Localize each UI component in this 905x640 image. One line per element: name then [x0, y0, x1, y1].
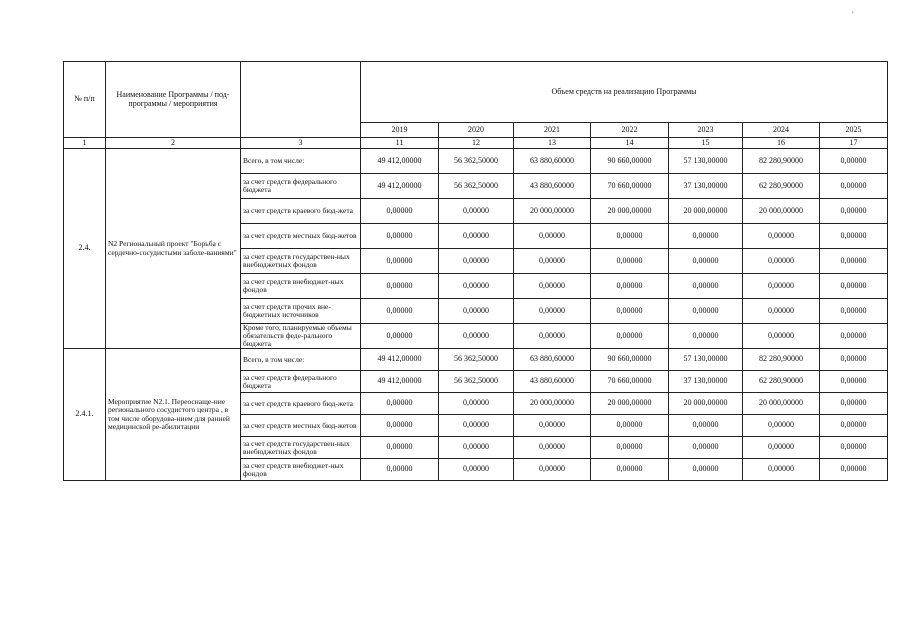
- year-2021: 2021: [514, 123, 591, 138]
- amount-cell: 49 412,00000: [361, 349, 439, 371]
- amount-cell: 49 412,00000: [361, 149, 439, 174]
- amount-cell: 20 000,00000: [514, 393, 591, 415]
- column-number: 13: [514, 138, 591, 149]
- funding-source: за счет средств краевого бюд-жета: [241, 199, 361, 224]
- amount-cell: 20 000,00000: [591, 199, 669, 224]
- amount-cell: 43 880,60000: [514, 174, 591, 199]
- amount-cell: 62 280,90000: [743, 371, 820, 393]
- amount-cell: 0,00000: [361, 224, 439, 249]
- amount-cell: 56 362,50000: [439, 174, 514, 199]
- program-name: N2 Региональный проект "Борьба с сердечно-сосудистыми заболе-ваниями": [106, 149, 241, 349]
- column-number: 1: [64, 138, 106, 149]
- funding-source: за счет средств местных бюд-жетов: [241, 415, 361, 437]
- amount-cell: 0,00000: [743, 224, 820, 249]
- amount-cell: 56 362,50000: [439, 371, 514, 393]
- amount-cell: 0,00000: [361, 393, 439, 415]
- amount-cell: 70 660,00000: [591, 371, 669, 393]
- funding-source: за счет средств государствен-ных внебюджетных фондов: [241, 249, 361, 274]
- funding-source: за счет средств внебюджет-ных фондов: [241, 274, 361, 299]
- amount-cell: 56 362,50000: [439, 149, 514, 174]
- amount-cell: 0,00000: [591, 224, 669, 249]
- amount-cell: 0,00000: [820, 149, 888, 174]
- amount-cell: 62 280,90000: [743, 174, 820, 199]
- amount-cell: 0,00000: [361, 274, 439, 299]
- amount-cell: 0,00000: [439, 324, 514, 349]
- year-2023: 2023: [669, 123, 743, 138]
- amount-cell: 20 000,00000: [743, 199, 820, 224]
- column-number: 3: [241, 138, 361, 149]
- page-mark: ': [852, 10, 854, 19]
- header-blank: [241, 62, 361, 138]
- amount-cell: 0,00000: [820, 324, 888, 349]
- amount-cell: 0,00000: [743, 415, 820, 437]
- header-name: Наименование Программы / под-программы / мероприятия: [106, 62, 241, 138]
- amount-cell: 0,00000: [669, 324, 743, 349]
- amount-cell: 43 880,60000: [514, 371, 591, 393]
- column-number: 17: [820, 138, 888, 149]
- amount-cell: 0,00000: [820, 349, 888, 371]
- column-number: 2: [106, 138, 241, 149]
- header-num: № п/п: [64, 62, 106, 138]
- amount-cell: 0,00000: [439, 199, 514, 224]
- amount-cell: 90 660,00000: [591, 149, 669, 174]
- amount-cell: 20 000,00000: [669, 199, 743, 224]
- amount-cell: 0,00000: [591, 324, 669, 349]
- amount-cell: 0,00000: [743, 249, 820, 274]
- amount-cell: 0,00000: [361, 459, 439, 481]
- amount-cell: 0,00000: [361, 324, 439, 349]
- row-number: 2.4.1.: [64, 349, 106, 481]
- amount-cell: 0,00000: [669, 274, 743, 299]
- funding-source: за счет средств прочих вне-бюджетных источников: [241, 299, 361, 324]
- amount-cell: 0,00000: [820, 224, 888, 249]
- amount-cell: 70 660,00000: [591, 174, 669, 199]
- amount-cell: 0,00000: [743, 437, 820, 459]
- funding-source: Всего, в том числе:: [241, 149, 361, 174]
- amount-cell: 0,00000: [514, 299, 591, 324]
- year-2024: 2024: [743, 123, 820, 138]
- amount-cell: 0,00000: [439, 274, 514, 299]
- amount-cell: 0,00000: [514, 249, 591, 274]
- funding-source: Всего, в том числе:: [241, 349, 361, 371]
- amount-cell: 20 000,00000: [743, 393, 820, 415]
- amount-cell: 57 130,00000: [669, 149, 743, 174]
- amount-cell: 0,00000: [669, 249, 743, 274]
- amount-cell: 0,00000: [361, 415, 439, 437]
- amount-cell: 0,00000: [820, 459, 888, 481]
- amount-cell: 0,00000: [361, 299, 439, 324]
- amount-cell: 63 880,60000: [514, 349, 591, 371]
- amount-cell: 0,00000: [669, 299, 743, 324]
- amount-cell: 0,00000: [820, 371, 888, 393]
- year-2019: 2019: [361, 123, 439, 138]
- amount-cell: 0,00000: [743, 299, 820, 324]
- amount-cell: 0,00000: [361, 437, 439, 459]
- amount-cell: 37 130,00000: [669, 371, 743, 393]
- amount-cell: 0,00000: [820, 299, 888, 324]
- amount-cell: 63 880,60000: [514, 149, 591, 174]
- amount-cell: 0,00000: [439, 249, 514, 274]
- amount-cell: 0,00000: [743, 274, 820, 299]
- amount-cell: 20 000,00000: [514, 199, 591, 224]
- amount-cell: 37 130,00000: [669, 174, 743, 199]
- amount-cell: 0,00000: [820, 249, 888, 274]
- amount-cell: 56 362,50000: [439, 349, 514, 371]
- amount-cell: 49 412,00000: [361, 371, 439, 393]
- year-2022: 2022: [591, 123, 669, 138]
- amount-cell: 0,00000: [514, 274, 591, 299]
- funding-source: за счет средств краевого бюд-жета: [241, 393, 361, 415]
- amount-cell: 0,00000: [361, 249, 439, 274]
- funding-source: Кроме того, планируемые объемы обязательств феде-рального бюджета: [241, 324, 361, 349]
- column-number: 12: [439, 138, 514, 149]
- amount-cell: 0,00000: [669, 459, 743, 481]
- amount-cell: 0,00000: [439, 224, 514, 249]
- amount-cell: 0,00000: [439, 415, 514, 437]
- amount-cell: 0,00000: [820, 174, 888, 199]
- amount-cell: 0,00000: [591, 415, 669, 437]
- amount-cell: 82 280,90000: [743, 349, 820, 371]
- amount-cell: 0,00000: [743, 459, 820, 481]
- row-number: 2.4.: [64, 149, 106, 349]
- amount-cell: 57 130,00000: [669, 349, 743, 371]
- amount-cell: 0,00000: [820, 199, 888, 224]
- amount-cell: 0,00000: [669, 437, 743, 459]
- funding-source: за счет средств местных бюд-жетов: [241, 224, 361, 249]
- amount-cell: 0,00000: [669, 224, 743, 249]
- amount-cell: 0,00000: [514, 459, 591, 481]
- amount-cell: 90 660,00000: [591, 349, 669, 371]
- program-name: Мероприятие N2.1. Переоснаще-ние регионального сосудистого центра , в том числе оборудова-нием для ранней медицинской ре-абилитации: [106, 349, 241, 481]
- column-number: 16: [743, 138, 820, 149]
- amount-cell: 0,00000: [591, 437, 669, 459]
- header-row: [64, 62, 888, 123]
- amount-cell: 0,00000: [439, 437, 514, 459]
- amount-cell: 0,00000: [591, 299, 669, 324]
- amount-cell: 20 000,00000: [591, 393, 669, 415]
- funding-source: за счет средств государствен-ных внебюджетных фондов: [241, 437, 361, 459]
- funding-source: за счет средств федерального бюджета: [241, 174, 361, 199]
- header-volume: Объем средств на реализацию Программы: [361, 62, 888, 123]
- table-row: [64, 349, 888, 371]
- amount-cell: 0,00000: [669, 415, 743, 437]
- funding-source: за счет средств внебюджет-ных фондов: [241, 459, 361, 481]
- amount-cell: 0,00000: [439, 393, 514, 415]
- amount-cell: 0,00000: [820, 274, 888, 299]
- amount-cell: 0,00000: [820, 415, 888, 437]
- column-number: 15: [669, 138, 743, 149]
- column-numbers-row: [64, 138, 888, 149]
- amount-cell: 0,00000: [743, 324, 820, 349]
- column-number: 14: [591, 138, 669, 149]
- amount-cell: 0,00000: [439, 299, 514, 324]
- amount-cell: 0,00000: [514, 437, 591, 459]
- funding-source: за счет средств федерального бюджета: [241, 371, 361, 393]
- amount-cell: 49 412,00000: [361, 174, 439, 199]
- amount-cell: 0,00000: [591, 274, 669, 299]
- amount-cell: 20 000,00000: [669, 393, 743, 415]
- column-number: 11: [361, 138, 439, 149]
- amount-cell: 0,00000: [820, 393, 888, 415]
- amount-cell: 0,00000: [439, 459, 514, 481]
- amount-cell: 0,00000: [591, 459, 669, 481]
- amount-cell: 0,00000: [361, 199, 439, 224]
- amount-cell: 82 280,90000: [743, 149, 820, 174]
- funding-table: [63, 61, 888, 481]
- amount-cell: 0,00000: [591, 249, 669, 274]
- amount-cell: 0,00000: [820, 437, 888, 459]
- amount-cell: 0,00000: [514, 415, 591, 437]
- year-2025: 2025: [820, 123, 888, 138]
- year-2020: 2020: [439, 123, 514, 138]
- table-row: [64, 149, 888, 174]
- amount-cell: 0,00000: [514, 324, 591, 349]
- amount-cell: 0,00000: [514, 224, 591, 249]
